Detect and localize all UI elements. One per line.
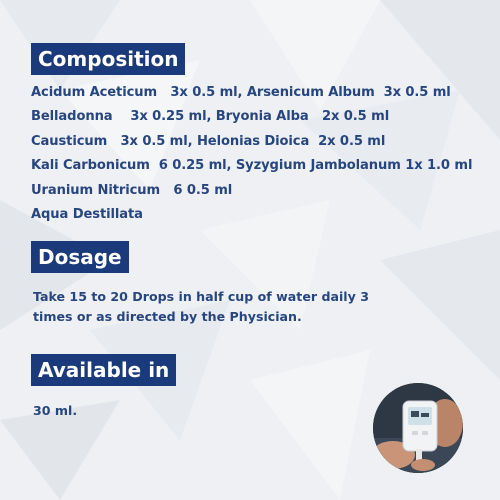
composition-heading: Composition (31, 43, 185, 75)
dosage-text: Take 15 to 20 Drops in half cup of water daily 3 times or as directed by the Physician. (33, 289, 369, 324)
available-heading: Available in (31, 354, 176, 386)
composition-line: Uranium Nitricum 6 0.5 ml (31, 183, 233, 198)
composition-line: Acidum Aceticum 3x 0.5 ml, Arsenicum Album 3x 0.5 ml (31, 85, 451, 100)
composition-line: Kali Carbonicum 6 0.25 ml, Syzygium Jambolanum 1x 1.0 ml (31, 158, 473, 173)
dosage-heading: Dosage (31, 241, 129, 273)
composition-line: Aqua Destillata (31, 207, 143, 222)
composition-line: Causticum 3x 0.5 ml, Helonias Dioica 2x 0.5 ml (31, 134, 386, 149)
quantity-text: 30 ml. (33, 403, 78, 418)
glucometer-photo (373, 383, 463, 473)
composition-line: Belladonna 3x 0.25 ml, Bryonia Alba 2x 0.5 ml (31, 109, 390, 124)
